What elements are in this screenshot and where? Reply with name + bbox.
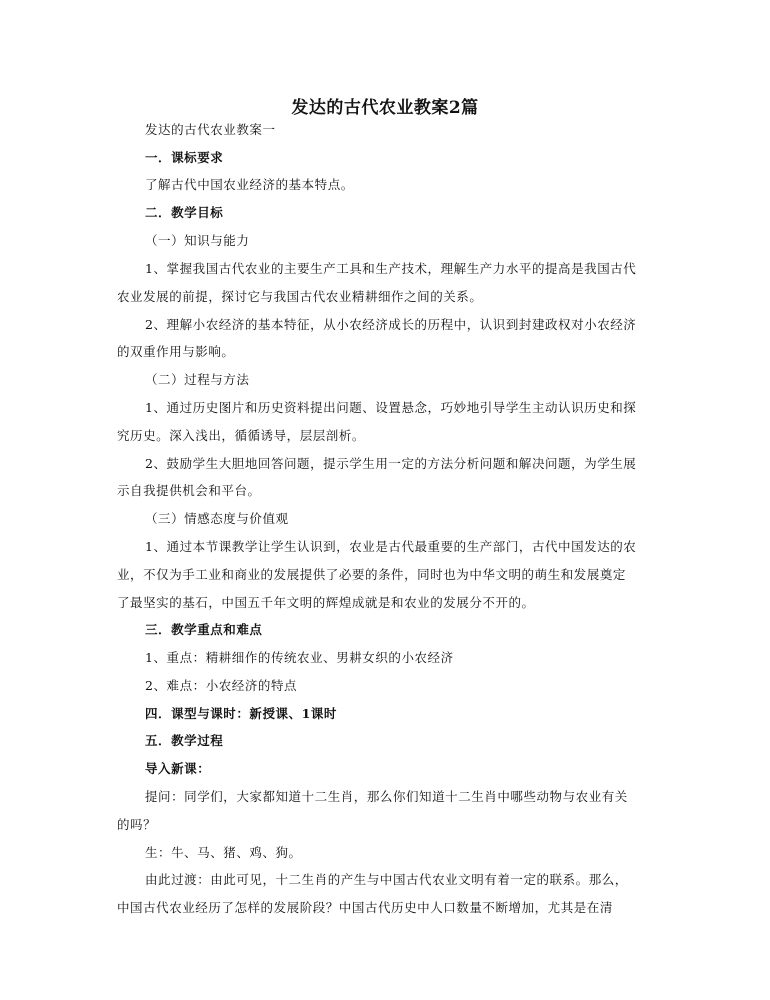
paragraph-line: 1、通过历史图片和历史资料提出问题、设置悬念，巧妙地引导学生主动认识历史和探 xyxy=(145,400,637,415)
paragraph-line: 中国古代农业经历了怎样的发展阶段？中国古代历史中人口数量不断增加，尤其是在清 xyxy=(117,900,613,915)
paragraph-line: 2、理解小农经济的基本特征，从小农经济成长的历程中，认识到封建政权对小农经济 xyxy=(145,317,637,332)
paragraph-line: 的双重作用与影响。 xyxy=(117,344,235,359)
heading-introduction: 导入新课： xyxy=(145,761,211,776)
paragraph-line: 示自我提供机会和平台。 xyxy=(117,483,261,498)
paragraph-line: 了最坚实的基石，中国五千年文明的辉煌成就是和农业的发展分不开的。 xyxy=(117,595,535,610)
heading-key-points: 三．教学重点和难点 xyxy=(145,622,263,637)
subheading-emotion-values: （三）情感态度与价值观 xyxy=(145,511,289,526)
paragraph-line: 提问：同学们，大家都知道十二生肖，那么你们知道十二生肖中哪些动物与农业有关 xyxy=(145,789,628,804)
document-title: 发达的古代农业教案2篇 xyxy=(291,98,479,118)
paragraph-line: 由此过渡：由此可见，十二生肖的产生与中国古代农业文明有着一定的联系。那么， xyxy=(145,872,628,887)
heading-lesson-type: 四．课型与课时：新授课、1课时 xyxy=(145,706,337,721)
heading-teaching-objectives: 二．教学目标 xyxy=(145,205,224,220)
paragraph-line: 究历史。深入浅出，循循诱导，层层剖析。 xyxy=(117,428,365,443)
paragraph-line: 农业发展的前提，探讨它与我国古代农业精耕细作之间的关系。 xyxy=(117,289,483,304)
subheading-process-method: （二）过程与方法 xyxy=(145,372,250,387)
paragraph-line: 生：牛、马、猪、鸡、狗。 xyxy=(145,845,302,860)
paragraph-line: 的吗？ xyxy=(117,817,157,832)
subheading-knowledge-ability: （一）知识与能力 xyxy=(145,233,250,248)
paragraph-line: 1、掌握我国古代农业的主要生产工具和生产技术，理解生产力水平的提高是我国古代 xyxy=(145,261,637,276)
paragraph-line: 业，不仅为手工业和商业的发展提供了必要的条件，同时也为中华文明的萌生和发展奠定 xyxy=(117,567,626,582)
paragraph-line: 了解古代中国农业经济的基本特点。 xyxy=(145,177,354,192)
section-heading-lesson-one: 发达的古代农业教案一 xyxy=(145,122,276,137)
paragraph-line: 1、重点：精耕细作的传统农业、男耕女织的小农经济 xyxy=(145,650,454,665)
heading-curriculum-requirements: 一．课标要求 xyxy=(145,150,224,165)
paragraph-line: 2、鼓励学生大胆地回答问题，提示学生用一定的方法分析问题和解决问题，为学生展 xyxy=(145,456,637,471)
heading-teaching-process: 五．教学过程 xyxy=(145,733,224,748)
paragraph-line: 1、通过本节课教学让学生认识到，农业是古代最重要的生产部门，古代中国发达的农 xyxy=(145,539,637,554)
paragraph-line: 2、难点：小农经济的特点 xyxy=(145,678,298,693)
